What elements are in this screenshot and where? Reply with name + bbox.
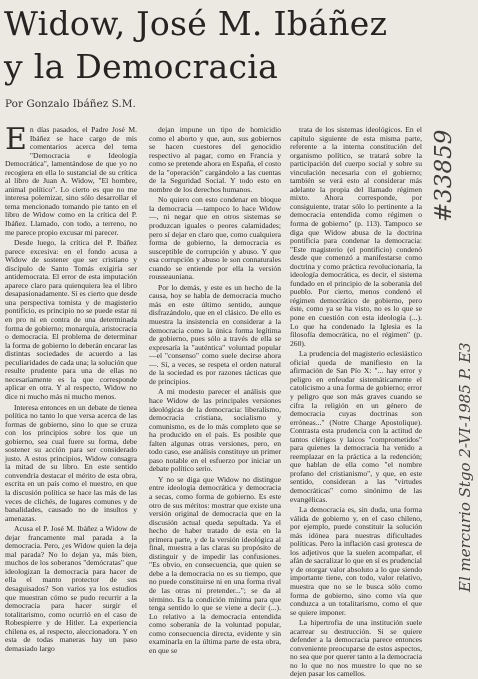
paragraph: Por lo demás, y este es un hecho de la causa, hoy se habla de democracia mucho más en este último sentido, aunque disfrazándolo, que en el clásico. De ello es muestra la insistencia en considerar a la democracia como la única forma legítima de gobierno, pues sólo a través de ella se expresaría la "auténtica" voluntad popular —el "consenso" como suele decirse ahora—. Sí, a veces, se respeta el orden natural de la sociedad es por razones tácticas que de principios. [149, 282, 281, 386]
paragraph: Y no se diga que Widow no distingue entre ideología democrática y democracia a secas, como forma de gobierno. Es este otro de sus méritos: mostrar que existe una versión original de democracia que en la discusión actual queda sepultada. Ya el hecho de haber tratado de esta en la primera parte, y de la versión ideológica al final, muestra a las claras su propósito de distinguir y de impedir las confusiones. "Es obvio, en consecuencia, que quien se debe a la democracia no es su tiempo, que no puede constituirse ni en una forma rival de las otras ni pretender..."; se da al término. Es la condición mínima para que tenga sentido lo que se viene a decir (...). Lo relativo a la democracia entendida como soberanía de la voluntad popular, como consecuencia directa, evidente y sin examinarla en la última parte de esta obra, en que se [149, 474, 281, 655]
drop-cap: E [5, 122, 27, 157]
paragraph: Desde luego, la crítica del P. Ibáñez parece excesiva: en el fondo acusa a Widow de sostener que ser cristiano y discípulo de Santo Tomás exigiría ser antidemocrata. El error de esta imputación aparece claro para quienquiera lea el libro desapasionadamente. Sí es cierto que desde una perspectiva tomista y de magisterio pontificio, es principio no se puede estar ni en pro ni en contra de una determinada forma de gobierno; monarquía, aristocracia o democracia. El problema de determinar la forma de gobierno lo deberán encarar las distintas sociedades de acuerdo a las peculiaridades de cada una; la solución que resulte prudente para una de ellas no necesariamente es la que corresponde aplicar en otra. Y al respecto, Widow no dice ni mucho más ni mucho menos. [5, 238, 138, 401]
handwritten-archive-number: #33859 [431, 129, 457, 222]
title-line-2: y la Democracia [4, 47, 279, 86]
paragraph: La hipertrofia de una institución suele acarrear su destrucción. Si se quiere defender a la democracia parece entonces conveniente preocuparse de estos aspectos, no sea que por querer tanto a la democracia no lo que no nos muestre lo que no se dejen pasar los camellos. [290, 618, 422, 679]
handwritten-source-note: El mercurio Stgo 2-VI-1985 P. E3 [456, 342, 474, 592]
paragraph: dejan impune un tipo de homicidio como el aborto y que, aun, sus gobiernos se hacen cuestores del genocidio respectivo al pagar, como en Francia y como se pretende ahora en España, el costo de la "operación" cargándolo a las cuentas de la Seguridad Social. Y todo esto en nombre de los derechos humanos. [149, 125, 281, 194]
article-title [4, 2, 387, 88]
paragraph: n días pasados, el Padre José M. Ibáñez se hace cargo de mis comentarios acerca del tema "Democracia e Ideología Democrática", lamentándose de que yo no recogiera en ella lo sustancial de su crítica al libro de Juan A. Widow, "El hombre, animal político". Lo cierto es que no me interesa polemizar, sino sólo desarrollar el tema mencionado tomando pie tanto en el libro de Widow como en la crítica del P. Ibáñez. Llamado, con todo, a terreno, no me parece propio excusar mi parecer. [5, 125, 137, 237]
paragraph: trata de los sistemas ideológicos. En el capítulo siguiente de esta misma parte, referente a la interna constitución del organismo político, se tratará sobre la participación del cuerpo social y sobre su vinculación necesaria con el gobierno; también se verá esto al considerar más adelante la propia del llamado régimen mixto. Ahora corresponde, por consiguiente, tratar sólo lo pertinente a la democracia entendida como régimen o forma de gobierno" (p. 113). Tampoco se diga que Widow abusa de la doctrina pontificia para condenar la democracia: "Este magisterio (el pontificio) condenó desde que comenzó a manifestarse como doctrina y como práctica revolucionaria, la ideología democrática, es decir, el sistema fundado en el principio de la soberanía del pueblo. Por cierto, menos condenó el régimen democrático de gobierno, pero éste, como ya se ha visto, no es lo que se pone en cuestión con esta ideología (...). Lo que ha condenado la Iglesia es la filosofía democrática, no el régimen" (p. 260). [290, 125, 422, 348]
paragraph: La prudencia del magisterio eclesiástico oficial queda de manifiesto en la afirmación de San Pío X: "... hay error y peligro en enfeudar sistemáticamente el catolicismo a una forma de gobierno; error y peligro que son más graves cuando se cifra la religión en un género de democracia cuyas doctrinas son erróneas..." (Notre Charge Apostolique). Contrasta esta prudencia con la actitud de tantos clérigos y laicos "comprometidos" para quienes la democracia ha venido a reemplazar en la práctica a la redención; que hablan de ella como "el nombre profano del cristianismo", y que, en este sentido, consideran a las "virtudes democráticas" como sinónimo de las evangélicas. [290, 349, 422, 504]
paragraph: Interesa entonces en un debate de tienea política no tanto lo que versa acerca de las formas de gobierno, sino lo que se cruza con los principios sobre los que un gobierno, sea cual fuere su forma, debe sostener su acción para ser considerado justo. A estos principios, Widow consagra la mitad de su libro. En este sentido convendría destacar el mérito de esta obra, escrita en un país como el nuestro, en que la discusión política se hace las más de las veces de clichés, de lugares comunes y de banalidades, causado no de insultos y amenazas. [5, 402, 137, 523]
title-line-1: Widow, José M. Ibáñez [4, 4, 388, 43]
column-2 [149, 125, 281, 655]
paragraph: A mi modesto parecer el análisis que hace Widow de las principales versiones ideológicas de la democracia: liberalismo, democracia cristiana, socialismo y comunismo, es de lo más completo que se ha producido en el país. Es posible que falten algunas otras versiones, pero, en todo caso, ese análisis constituye un primer paso notable en el esfuerzo por iniciar un debate político serio. [149, 387, 281, 474]
column-3 [290, 125, 422, 679]
paragraph: No quiero con esto condenar en bloque la democracia —tampoco lo hace Widow—, ni negar que en otros sistemas se produzcan iguales o peores calamidades; pero sí dejar en claro que, como cualquiera forma de gobierno, la democracia es susceptible de corrupción y abuso. Y que esa corrupción y abuso le son connaturales cuando se entiende por ella la versión rousseauniana. [149, 195, 281, 282]
paragraph: La democracia es, sin duda, una forma válida de gobierno y, en el caso chileno, por ejemplo, puede constituir la solución más idónea para nuestras dificultades políticas. Pero la inflación casi grotesca de los adjetivos que la suelen acompañar, el afán de sacralizar lo que en sí es prudencial y de otorgar valor absoluto a lo que siendo importante tiene, con todo, valor relativo, muestra que no se le busca sólo como forma de gobierno, sino como vía que conduzca a un totalitarismo, como el que se quiere imponer. [290, 505, 422, 617]
paragraph: Acusa el P. José M. Ibáñez a Widow de dejar francamente mal parada a la democracia. Pero, ¿es Widow quien la deja mal parada? No lo dejan ya, más bien, muchos de los soberanos "demócratas" que ideologizan la democracia para hacer de ella el manto protector de sus desaguisados? Son varios ya los estudios que muestran cómo se pudo recurrir a la democracia para hacer surgir el totalitarismo, como ocurrió en el caso de Robespierre y de Hitler. La experiencia chilena es, al respecto, aleccionadora. Y en esta de todas maneras hay un paso demasiado largo [5, 524, 137, 653]
byline: Por Gonzalo Ibáñez S.M. [5, 98, 136, 110]
column-1 [5, 122, 138, 653]
